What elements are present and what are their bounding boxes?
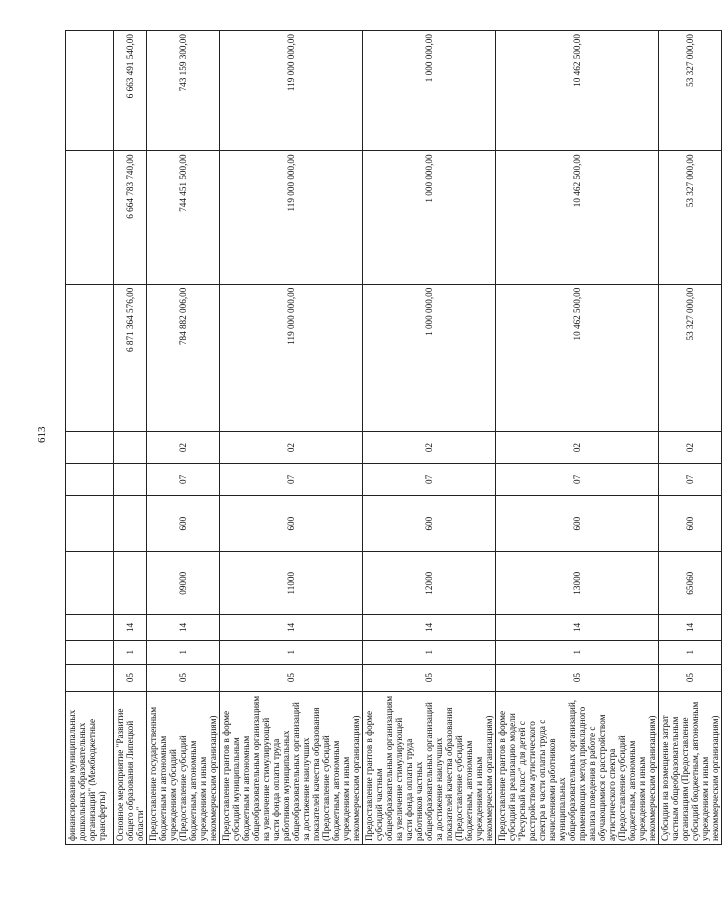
code-cell	[66, 614, 114, 640]
row-name: Предоставление государственным бюджетным и автономным учреждениям субсидий (Предоставление субсидий бюджетным, автономным учреждениям и иным некоммерческим организациям)	[147, 691, 220, 844]
row-name: Предоставление грантов в форме субсидий частным общеобразовательным организациям на увеличение стимулирующей части фонда оплаты труда работников частных общеобразовательных организаций за достижение наилучших показателей качества образования (Предоставление субсидий бюджетным, автономным учреждениям и иным некоммерческим организациям)	[363, 691, 496, 844]
code-cell: 65060	[659, 552, 722, 615]
code-cell: 600	[659, 495, 722, 552]
amount-cell: 6 663 491 540,00	[114, 31, 147, 151]
code-cell: 600	[220, 495, 363, 552]
amount-cell: 53 327 000,00	[659, 31, 722, 151]
code-cell: 14	[147, 614, 220, 640]
code-cell	[66, 552, 114, 615]
code-cell: 12000	[363, 552, 496, 615]
code-cell: 07	[659, 463, 722, 495]
code-cell: 05	[496, 664, 659, 691]
amount-cell: 1 000 000,00	[363, 284, 496, 431]
code-cell: 05	[659, 664, 722, 691]
code-cell: 1	[363, 640, 496, 664]
code-cell: 02	[220, 432, 363, 464]
amount-cell: 53 327 000,00	[659, 151, 722, 284]
code-cell: 02	[659, 432, 722, 464]
page-number: 613	[36, 426, 48, 443]
code-cell	[66, 640, 114, 664]
amount-cell: 119 000 000,00	[220, 284, 363, 431]
amount-cell: 743 159 300,00	[147, 31, 220, 151]
amount-cell: 119 000 000,00	[220, 151, 363, 284]
code-cell: 1	[114, 640, 147, 664]
code-cell: 600	[496, 495, 659, 552]
code-cell: 07	[496, 463, 659, 495]
row-name: финансирования муниципальных дошкольных образовательных организаций" (Межбюджетные трансферты)	[66, 691, 114, 844]
code-cell	[114, 495, 147, 552]
table-row	[220, 31, 363, 845]
code-cell	[66, 664, 114, 691]
code-cell	[66, 495, 114, 552]
code-cell: 14	[659, 614, 722, 640]
amount-cell: 10 462 500,00	[496, 151, 659, 284]
amount-cell: 6 664 783 740,00	[114, 151, 147, 284]
row-name: Предоставление грантов в форме субсидий муниципальным бюджетным и автономным общеобразовательным организациям на увеличение стимулирующей части фонда оплаты труда работников муниципальных общеобразовательных организаций за достижение наилучших показателей качества образования (Предоставление субсидий бюджетным, автономным учреждениям и иным некоммерческим организациям)	[220, 691, 363, 844]
amount-cell: 119 000 000,00	[220, 31, 363, 151]
table-row	[496, 31, 659, 845]
amount-cell: 744 451 500,00	[147, 151, 220, 284]
code-cell: 13000	[496, 552, 659, 615]
code-cell	[114, 463, 147, 495]
row-name: Субсидии на возмещение затрат частным общеобразовательным организациям (Предоставление субсидий бюджетным, автономным учреждениям и иным некоммерческим организациям)	[659, 691, 722, 844]
amount-cell	[66, 151, 114, 284]
table-row	[66, 31, 114, 845]
amount-cell: 1 000 000,00	[363, 151, 496, 284]
row-name: Предоставление грантов в форме субсидий на реализацию модели "Ресурсный класс" для детей с расстройством аутистического спектра в части оплаты труда с начислениями работников муниципальных общеобразовательных организаций, применяющих метод прикладного анализа поведения в работе с обучающимися с расстройством аутистического спектра (Предоставление субсидий бюджетным, автономным учреждениям и иным некоммерческим организациям)	[496, 691, 659, 844]
code-cell: 14	[363, 614, 496, 640]
amount-cell: 1 000 000,00	[363, 31, 496, 151]
code-cell: 1	[659, 640, 722, 664]
code-cell: 1	[147, 640, 220, 664]
amount-cell	[66, 31, 114, 151]
table-row	[363, 31, 496, 845]
code-cell: 07	[220, 463, 363, 495]
amount-cell	[66, 284, 114, 431]
amount-cell: 6 871 364 576,00	[114, 284, 147, 431]
code-cell: 05	[114, 664, 147, 691]
code-cell: 09000	[147, 552, 220, 615]
row-name: Основное мероприятие "Развитие общего образования Липецкой области"	[114, 691, 147, 844]
code-cell: 1	[220, 640, 363, 664]
amount-cell: 53 327 000,00	[659, 284, 722, 431]
code-cell: 02	[496, 432, 659, 464]
code-cell: 05	[363, 664, 496, 691]
code-cell: 14	[496, 614, 659, 640]
code-cell	[66, 463, 114, 495]
amount-cell: 10 462 500,00	[496, 31, 659, 151]
code-cell: 07	[147, 463, 220, 495]
code-cell: 14	[220, 614, 363, 640]
code-cell: 1	[496, 640, 659, 664]
amount-cell: 784 882 006,00	[147, 284, 220, 431]
code-cell: 11000	[220, 552, 363, 615]
table-row	[147, 31, 220, 845]
budget-table	[65, 30, 722, 845]
code-cell: 600	[363, 495, 496, 552]
code-cell: 05	[147, 664, 220, 691]
code-cell	[114, 552, 147, 615]
code-cell: 02	[363, 432, 496, 464]
table-row	[114, 31, 147, 845]
code-cell: 600	[147, 495, 220, 552]
code-cell: 14	[114, 614, 147, 640]
code-cell: 02	[147, 432, 220, 464]
amount-cell: 10 462 500,00	[496, 284, 659, 431]
code-cell	[114, 432, 147, 464]
code-cell: 07	[363, 463, 496, 495]
code-cell: 05	[220, 664, 363, 691]
code-cell	[66, 432, 114, 464]
table-row	[659, 31, 722, 845]
